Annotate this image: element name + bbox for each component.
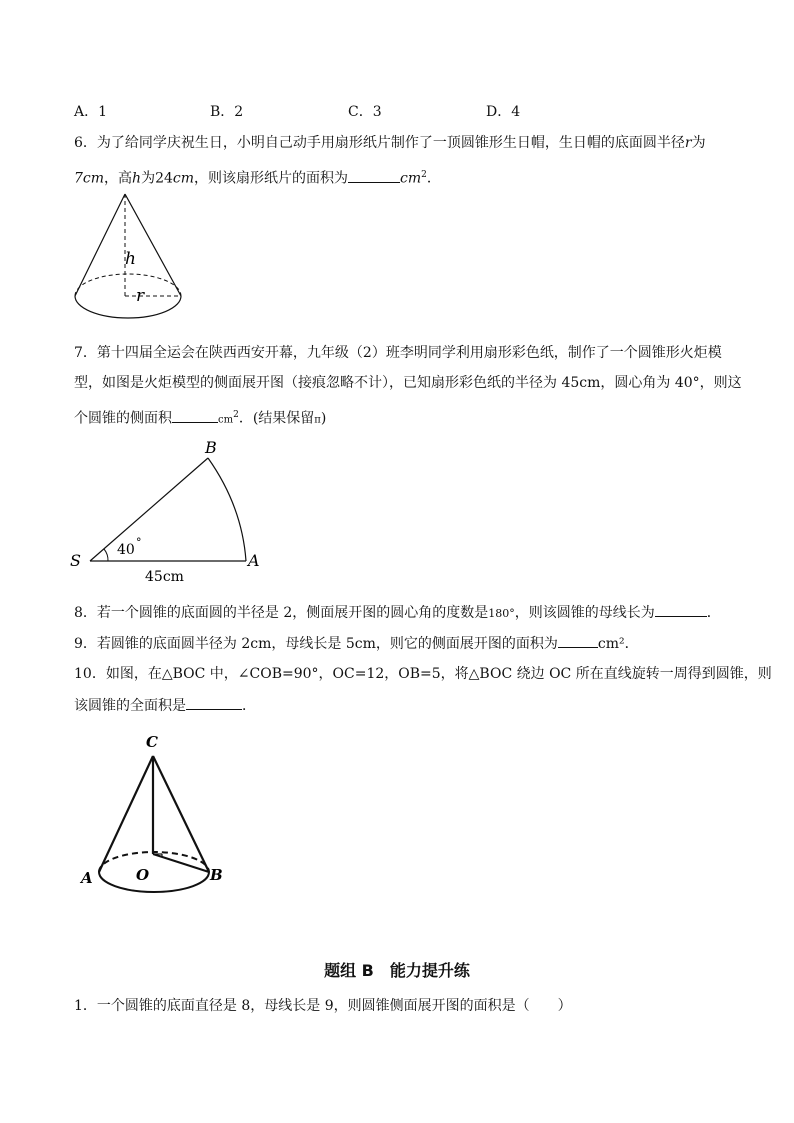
option-c: C．3 [348, 104, 382, 120]
answer-blank[interactable] [186, 695, 242, 710]
q9-line: 9．若圆锥的底面圆半径为 2cm，母线长是 5cm，则它的侧面展开图的面积为 cm²． [74, 633, 639, 654]
q8-line: 8．若一个圆锥的底面圆的半径是 2，侧面展开图的圆心角的度数是180°，则该圆锥的母线长为 ． [74, 602, 721, 624]
label-b: B [210, 866, 223, 884]
label-b: B [205, 438, 217, 457]
option-b: B．2 [210, 104, 244, 120]
q6-line2: 7cm，高h为24cm，则该扇形纸片的面积为 $cm^2$． [74, 165, 441, 189]
answer-blank[interactable] [558, 633, 598, 648]
label-r: r [136, 286, 145, 306]
q7-line2: 型，如图是火炬模型的侧面展开图（接痕忽略不计），已知扇形彩色纸的半径为 45cm，圆心角为 40°，则这 [74, 375, 742, 391]
option-d: D．4 [486, 104, 521, 120]
label-a: A [81, 869, 93, 887]
cone-figure-q10 [76, 730, 236, 900]
answer-blank[interactable] [348, 168, 400, 183]
sector-figure-q7 [70, 436, 270, 586]
label-h: h [125, 249, 136, 269]
b1-line: 1．一个圆锥的底面直径是 8，母线长是 9，则圆锥侧面展开图的面积是（ ） [74, 998, 572, 1014]
label-c: C [146, 733, 158, 751]
answer-blank[interactable] [172, 408, 218, 423]
q10-line1: 10．如图，在△BOC 中，∠COB=90°，OC=12，OB=5，将△BOC 绕边 OC 所在直线旋转一周得到圆锥，则 [74, 666, 772, 682]
q7-line1: 7．第十四届全运会在陕西西安开幕，九年级（2）班李明同学利用扇形彩色纸，制作了一个圆锥形火炬模 [74, 345, 722, 361]
answer-blank[interactable] [655, 602, 707, 617]
section-heading: 题组 B 能力提升练 [324, 961, 470, 980]
label-a: A [248, 551, 260, 570]
label-o: O [136, 866, 150, 884]
label-s: S [70, 551, 81, 570]
label-degree: ° [136, 536, 142, 549]
q6-line1: 6．为了给同学庆祝生日，小明自己动手用扇形纸片制作了一顶圆锥形生日帽，生日帽的底面圆半径r为 [74, 135, 706, 151]
q10-line2: 该圆锥的全面积是 ． [74, 695, 256, 716]
cone-figure-q6 [70, 190, 190, 330]
option-a: A．1 [74, 104, 108, 120]
q7-line3: 个圆锥的侧面积 $cm^2$．(结果保留π) [74, 405, 326, 431]
label-angle: 40 [117, 542, 135, 558]
label-radius: 45cm [145, 569, 184, 585]
